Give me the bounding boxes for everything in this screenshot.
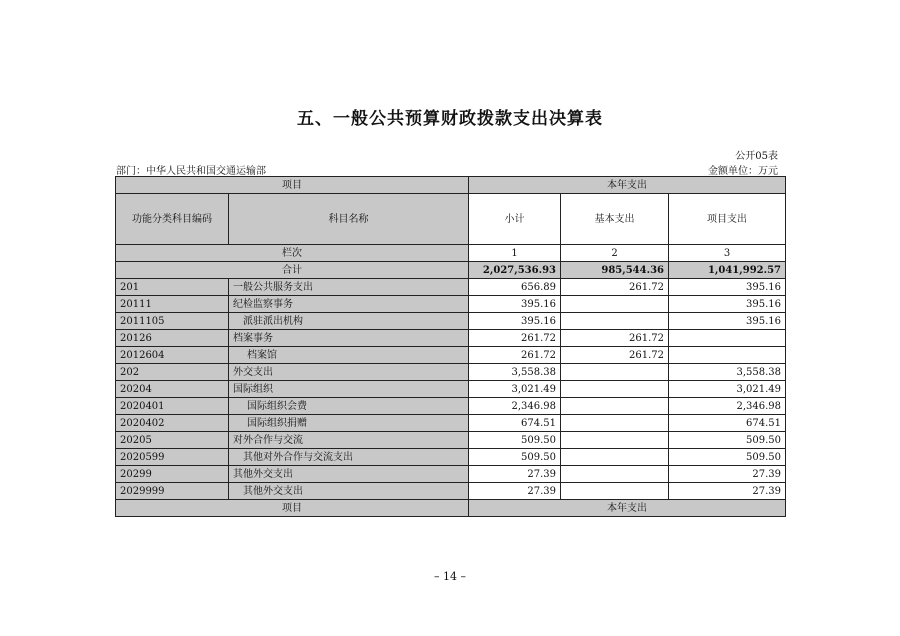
header-project: 项目支出 bbox=[669, 194, 786, 245]
row-name: 外交支出 bbox=[229, 364, 469, 381]
column-number-1: 1 bbox=[469, 245, 561, 262]
row-subtotal: 656.89 bbox=[469, 279, 561, 296]
row-basic: 261.72 bbox=[561, 330, 669, 347]
row-code: 20204 bbox=[116, 381, 229, 398]
row-project bbox=[669, 347, 786, 364]
row-code: 20126 bbox=[116, 330, 229, 347]
row-name: 一般公共服务支出 bbox=[229, 279, 469, 296]
row-project: 3,021.49 bbox=[669, 381, 786, 398]
page-title: 五、一般公共预算财政拨款支出决算表 bbox=[297, 109, 603, 129]
row-basic: 261.72 bbox=[561, 279, 669, 296]
row-subtotal: 3,021.49 bbox=[469, 381, 561, 398]
row-code: 2012604 bbox=[116, 347, 229, 364]
column-number-label: 栏次 bbox=[116, 245, 469, 262]
row-project bbox=[669, 330, 786, 347]
row-project: 27.39 bbox=[669, 466, 786, 483]
row-project: 509.50 bbox=[669, 432, 786, 449]
total-basic: 985,544.36 bbox=[561, 262, 669, 279]
row-basic bbox=[561, 483, 669, 500]
row-name: 档案馆 bbox=[229, 347, 469, 364]
page-number: – 14 – bbox=[434, 570, 466, 583]
row-project: 509.50 bbox=[669, 449, 786, 466]
row-project: 395.16 bbox=[669, 296, 786, 313]
row-code: 2020599 bbox=[116, 449, 229, 466]
footer-current-year: 本年支出 bbox=[469, 500, 786, 517]
header-basic: 基本支出 bbox=[561, 194, 669, 245]
row-project: 27.39 bbox=[669, 483, 786, 500]
header-row-columns bbox=[116, 194, 786, 245]
row-name: 其他对外合作与交流支出 bbox=[229, 449, 469, 466]
table-row bbox=[116, 347, 786, 364]
row-name: 派驻派出机构 bbox=[229, 313, 469, 330]
column-number-row bbox=[116, 245, 786, 262]
row-name: 其他外交支出 bbox=[229, 466, 469, 483]
row-basic bbox=[561, 296, 669, 313]
table-row bbox=[116, 364, 786, 381]
row-subtotal: 395.16 bbox=[469, 313, 561, 330]
row-name: 国际组织 bbox=[229, 381, 469, 398]
amount-unit-label: 金额单位：万元 bbox=[708, 166, 778, 177]
header-current-year: 本年支出 bbox=[469, 177, 786, 194]
row-subtotal: 3,558.38 bbox=[469, 364, 561, 381]
row-subtotal: 674.51 bbox=[469, 415, 561, 432]
row-subtotal: 509.50 bbox=[469, 449, 561, 466]
header-name: 科目名称 bbox=[229, 194, 469, 245]
row-code: 2011105 bbox=[116, 313, 229, 330]
row-subtotal: 509.50 bbox=[469, 432, 561, 449]
total-project: 1,041,992.57 bbox=[669, 262, 786, 279]
table-row bbox=[116, 483, 786, 500]
row-subtotal: 27.39 bbox=[469, 466, 561, 483]
row-name: 国际组织会费 bbox=[229, 398, 469, 415]
row-basic bbox=[561, 432, 669, 449]
form-number: 公开05表 bbox=[735, 151, 778, 162]
table-row bbox=[116, 313, 786, 330]
row-code: 2029999 bbox=[116, 483, 229, 500]
department-label: 部门：中华人民共和国交通运输部 bbox=[116, 166, 266, 177]
row-project: 395.16 bbox=[669, 313, 786, 330]
row-basic bbox=[561, 364, 669, 381]
column-number-3: 3 bbox=[669, 245, 786, 262]
header-code: 功能分类科目编码 bbox=[116, 194, 229, 245]
table-row bbox=[116, 296, 786, 313]
table-row bbox=[116, 330, 786, 347]
table-row bbox=[116, 398, 786, 415]
row-code: 2020402 bbox=[116, 415, 229, 432]
row-basic bbox=[561, 466, 669, 483]
row-name: 国际组织捐赠 bbox=[229, 415, 469, 432]
row-basic: 261.72 bbox=[561, 347, 669, 364]
row-subtotal: 2,346.98 bbox=[469, 398, 561, 415]
table-row bbox=[116, 466, 786, 483]
total-row bbox=[116, 262, 786, 279]
table-row bbox=[116, 432, 786, 449]
row-subtotal: 261.72 bbox=[469, 330, 561, 347]
row-basic bbox=[561, 398, 669, 415]
table-row bbox=[116, 279, 786, 296]
header-subtotal: 小计 bbox=[469, 194, 561, 245]
row-code: 20205 bbox=[116, 432, 229, 449]
row-basic bbox=[561, 449, 669, 466]
header-row-top bbox=[116, 177, 786, 194]
column-number-2: 2 bbox=[561, 245, 669, 262]
row-project: 2,346.98 bbox=[669, 398, 786, 415]
row-subtotal: 395.16 bbox=[469, 296, 561, 313]
row-subtotal: 27.39 bbox=[469, 483, 561, 500]
row-subtotal: 261.72 bbox=[469, 347, 561, 364]
footer-item: 项目 bbox=[116, 500, 469, 517]
row-name: 纪检监察事务 bbox=[229, 296, 469, 313]
header-item: 项目 bbox=[116, 177, 469, 194]
table-row bbox=[116, 415, 786, 432]
table-row bbox=[116, 449, 786, 466]
row-name: 对外合作与交流 bbox=[229, 432, 469, 449]
table-row bbox=[116, 381, 786, 398]
row-code: 202 bbox=[116, 364, 229, 381]
row-name: 其他外交支出 bbox=[229, 483, 469, 500]
row-code: 20299 bbox=[116, 466, 229, 483]
row-code: 201 bbox=[116, 279, 229, 296]
row-name: 档案事务 bbox=[229, 330, 469, 347]
row-project: 395.16 bbox=[669, 279, 786, 296]
row-basic bbox=[561, 381, 669, 398]
total-label: 合计 bbox=[116, 262, 469, 279]
total-subtotal: 2,027,536.93 bbox=[469, 262, 561, 279]
row-project: 674.51 bbox=[669, 415, 786, 432]
row-code: 20111 bbox=[116, 296, 229, 313]
footer-header-row bbox=[116, 500, 786, 517]
row-project: 3,558.38 bbox=[669, 364, 786, 381]
row-basic bbox=[561, 313, 669, 330]
expenditure-table bbox=[115, 176, 786, 517]
row-code: 2020401 bbox=[116, 398, 229, 415]
row-basic bbox=[561, 415, 669, 432]
